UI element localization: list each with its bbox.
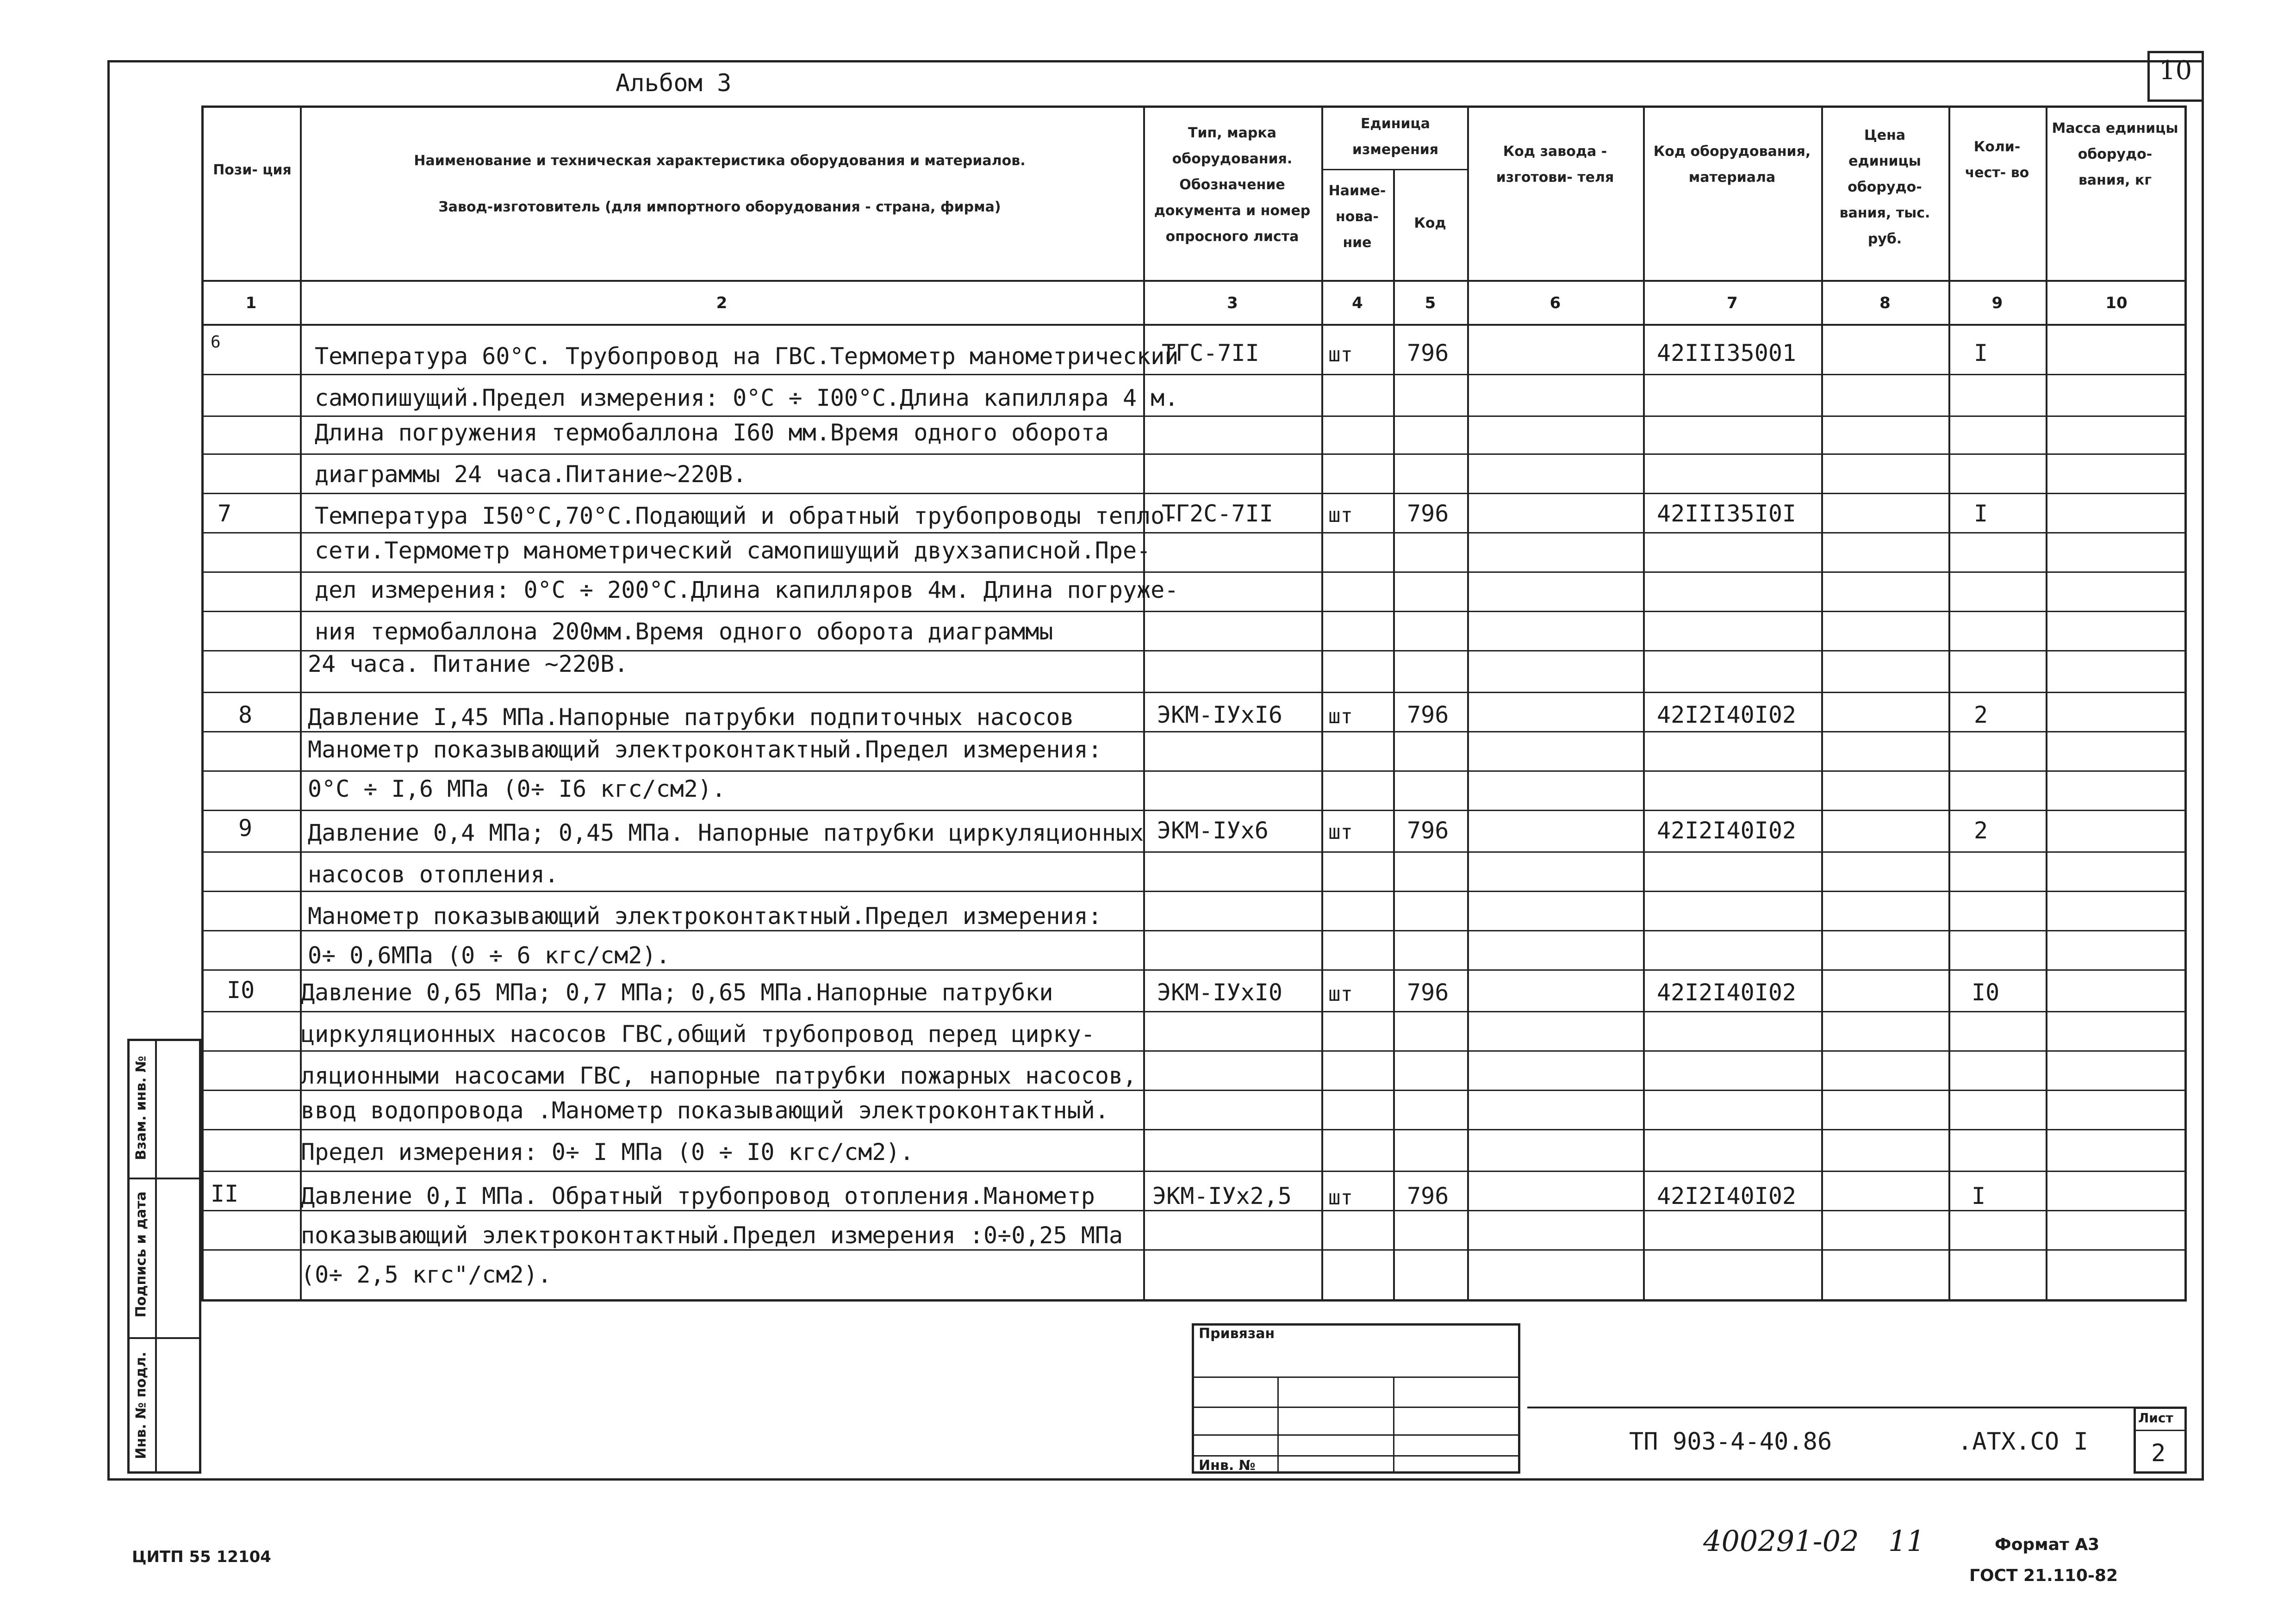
corner-page-number: 10 [2159,56,2192,86]
row-line [201,532,2187,533]
row-unit-code: 796 [1407,1183,1449,1209]
privyazan-line [1192,1376,1520,1378]
col-line-8 [1948,105,1950,1302]
row-quantity: I [1974,500,1988,527]
row-line [201,611,2187,612]
row-quantity: 2 [1974,817,1988,844]
colnum-5: 5 [1425,294,1436,312]
row-line [201,810,2187,811]
header-mass: Масса единицы оборудо- вания, кг [2052,120,2178,188]
row-unit: шт [1328,820,1353,844]
header-bottom-line [201,280,2187,282]
colnum-7: 7 [1727,294,1738,312]
format-label: Формат А3 [1995,1535,2100,1554]
row-description: сети.Термометр манометрический самопишущий двухзаписной.Пре- [315,537,1151,564]
row-description: Температура I50°С,70°С.Подающий и обратный трубопроводы тепло- [315,502,1179,529]
handwritten-number: 400291-02 [1703,1524,1859,1558]
row-unit: шт [1328,343,1353,366]
colnum-6: 6 [1549,294,1561,312]
row-line [201,453,2187,455]
row-unit-code: 796 [1407,500,1449,527]
sheet-label: Лист [2138,1410,2173,1426]
row-equipment-code: 42III35001 [1657,340,1797,366]
row-line [201,770,2187,772]
inv-no-label: Инв. № [1199,1457,1256,1474]
row-line [201,692,2187,693]
handwritten-number-2: 11 [1888,1524,1925,1558]
row-description: показывающий электроконтактный.Предел измерения :0÷0,25 МПа [301,1222,1123,1249]
colnum-8: 8 [1879,294,1891,312]
row-type: ЭКМ-IУх6 [1157,817,1269,844]
row-unit-code: 796 [1407,817,1449,844]
row-description: Манометр показывающий электроконтактный.Предел измерения: [308,736,1102,763]
row-description: ввод водопровода .Манометр показывающий электроконтактный. [301,1097,1109,1124]
title-block-line [1527,1407,2187,1408]
row-line [201,1210,2187,1211]
row-line [201,969,2187,971]
side-stamp-vzam: Взам. инв. № [133,1055,149,1160]
tsitp-code: ЦИТП 55 12104 [132,1548,271,1566]
row-description: 24 часа. Питание ~220В. [308,651,628,677]
row-line [201,493,2187,494]
row-description: Давление 0,65 МПа; 0,7 МПа; 0,65 МПа.Напорные патрубки [301,979,1053,1006]
sheet-number-divider [2134,1430,2187,1431]
row-line [201,571,2187,573]
row-line [201,930,2187,931]
sheet-number: 2 [2151,1439,2166,1467]
privyazan-box [1192,1323,1520,1474]
row-description: дел измерения: 0°С ÷ 200°С.Длина капилляров 4м. Длина погруже- [315,577,1179,603]
colnum-4: 4 [1352,294,1363,312]
col-line-7 [1821,105,1823,1302]
row-description: 0°С ÷ I,6 МПа (0÷ I6 кгс/см2). [308,775,726,802]
row-line [201,1249,2187,1251]
header-unit-group: Единица измерения [1352,116,1439,158]
row-equipment-code: 42I2I40I02 [1657,701,1797,728]
row-equipment-code: 42I2I40I02 [1657,979,1797,1006]
row-equipment-code: 42I2I40I02 [1657,817,1797,844]
row-description: ния термобаллона 200мм.Время одного оборота диаграммы [315,618,1053,645]
row-description: диаграммы 24 часа.Питание~220В. [315,461,747,488]
header-unit-code: Код [1414,215,1446,231]
privyazan-vline [1277,1376,1279,1474]
row-line [201,1050,2187,1052]
row-unit: шт [1328,982,1353,1006]
colnum-10: 10 [2105,294,2128,312]
header-factory-code: Код завода - изготови- теля [1496,143,1614,186]
row-line [201,1090,2187,1091]
side-stamp-row [127,1178,201,1179]
row-description: Давление 0,4 МПа; 0,45 МПа. Напорные патрубки циркуляционных [308,819,1144,846]
doc-code: ТП 903-4-40.86 [1629,1428,1832,1456]
header-equipment-code: Код оборудования, материала [1653,143,1811,186]
row-position: 9 [238,815,253,842]
row-quantity: I0 [1972,979,2000,1006]
row-description: насосов отопления. [308,861,559,888]
row-description: ляционными насосами ГВС, напорные патрубки пожарных насосов, [301,1062,1137,1089]
row-description: самопишущий.Предел измерения: 0°С ÷ I00°С.Длина капилляра 4 м. [315,384,1179,411]
row-type: ТГ2С-7II [1162,500,1273,527]
album-title: Альбом 3 [616,69,732,97]
row-description: (0÷ 2,5 кгс"/см2). [301,1261,552,1288]
row-unit: шт [1328,1186,1353,1209]
row-unit-code: 796 [1407,701,1449,728]
header-price: Цена единицы оборудо- вания, тыс. руб. [1839,127,1930,247]
row-description: Давление I,45 МПа.Напорные патрубки подпиточных насосов [308,704,1074,731]
row-quantity: 2 [1974,701,1988,728]
side-stamp-inv: Инв. № подл. [133,1352,149,1459]
gost-label: ГОСТ 21.110-82 [1969,1566,2118,1585]
row-position: II [211,1180,239,1207]
side-stamp-row [127,1337,201,1339]
col-line-2 [1143,105,1145,1302]
row-description: Манометр показывающий электроконтактный.Предел измерения: [308,903,1102,930]
row-unit: шт [1328,705,1353,728]
header-quantity: Коли- чест- во [1965,139,2029,181]
colnum-1: 1 [245,294,257,312]
row-position: I0 [227,977,255,1004]
row-description: Предел измерения: 0÷ I МПа (0 ÷ I0 кгс/см2). [301,1139,914,1166]
row-line [201,891,2187,892]
row-equipment-code: 42I2I40I02 [1657,1183,1797,1209]
row-description: Давление 0,I МПа. Обратный трубопровод отопления.Манометр [301,1183,1095,1209]
row-type: ЭКМ-IУхI6 [1157,701,1282,728]
row-type: ТГС-7II [1162,340,1259,366]
privyazan-vline [1393,1376,1394,1474]
privyazan-line [1192,1407,1520,1408]
col-line-6 [1643,105,1645,1302]
row-type: ЭКМ-IУхI0 [1157,979,1282,1006]
row-position: 7 [218,500,232,527]
row-quantity: I [1972,1183,1986,1209]
row-line [201,731,2187,732]
row-type: ЭКМ-IУх2,5 [1152,1183,1292,1209]
row-unit-code: 796 [1407,340,1449,366]
row-description: циркуляционных насосов ГВС,общий трубопровод перед цирку- [301,1021,1095,1048]
row-line [201,851,2187,853]
header-type: Тип, марка оборудования. Обозначение документа и номер опросного листа [1154,125,1311,245]
colnum-3: 3 [1227,294,1238,312]
row-line [201,1129,2187,1130]
row-description: Температура 60°С. Трубопровод на ГВС.Термометр манометрический [315,343,1179,370]
header-unit-name: Наиме- нова- ние [1328,183,1386,251]
doc-suffix: .АТХ.СО I [1958,1428,2088,1456]
col-line-3 [1321,105,1323,1302]
privyazan-label: Привязан [1199,1326,1275,1342]
row-unit-code: 796 [1407,979,1449,1006]
side-stamp-podpis: Подпись и дата [133,1191,149,1318]
unit-group-line [1321,169,1467,170]
row-description: Длина погружения термобаллона I60 мм.Время одного оборота [315,419,1109,446]
row-line [201,1171,2187,1172]
col-line-4 [1393,169,1395,1302]
row-description: 0÷ 0,6МПа (0 ÷ 6 кгс/см2). [308,942,670,969]
row-quantity: I [1974,340,1988,366]
row-line [201,415,2187,417]
header-position: Пози- ция [213,162,292,178]
row-position: 6 [211,333,221,352]
colnum-2: 2 [716,294,728,312]
row-line [201,1011,2187,1012]
row-equipment-code: 42III35I0I [1657,500,1797,527]
row-line [201,374,2187,375]
col-line-9 [2046,105,2047,1302]
colnum-9: 9 [1991,294,2003,312]
privyazan-line [1192,1434,1520,1436]
header-name-line2: Завод-изготовитель (для импортного оборудования - страна, фирма) [438,199,1001,215]
col-line-5 [1467,105,1469,1302]
colnum-bottom-line [201,324,2187,326]
row-position: 8 [238,701,253,728]
row-unit: шт [1328,503,1353,527]
header-name-line1: Наименование и техническая характеристика оборудования и материалов. [414,153,1026,169]
side-stamp-divider [155,1039,157,1474]
privyazan-line [1192,1455,1520,1457]
